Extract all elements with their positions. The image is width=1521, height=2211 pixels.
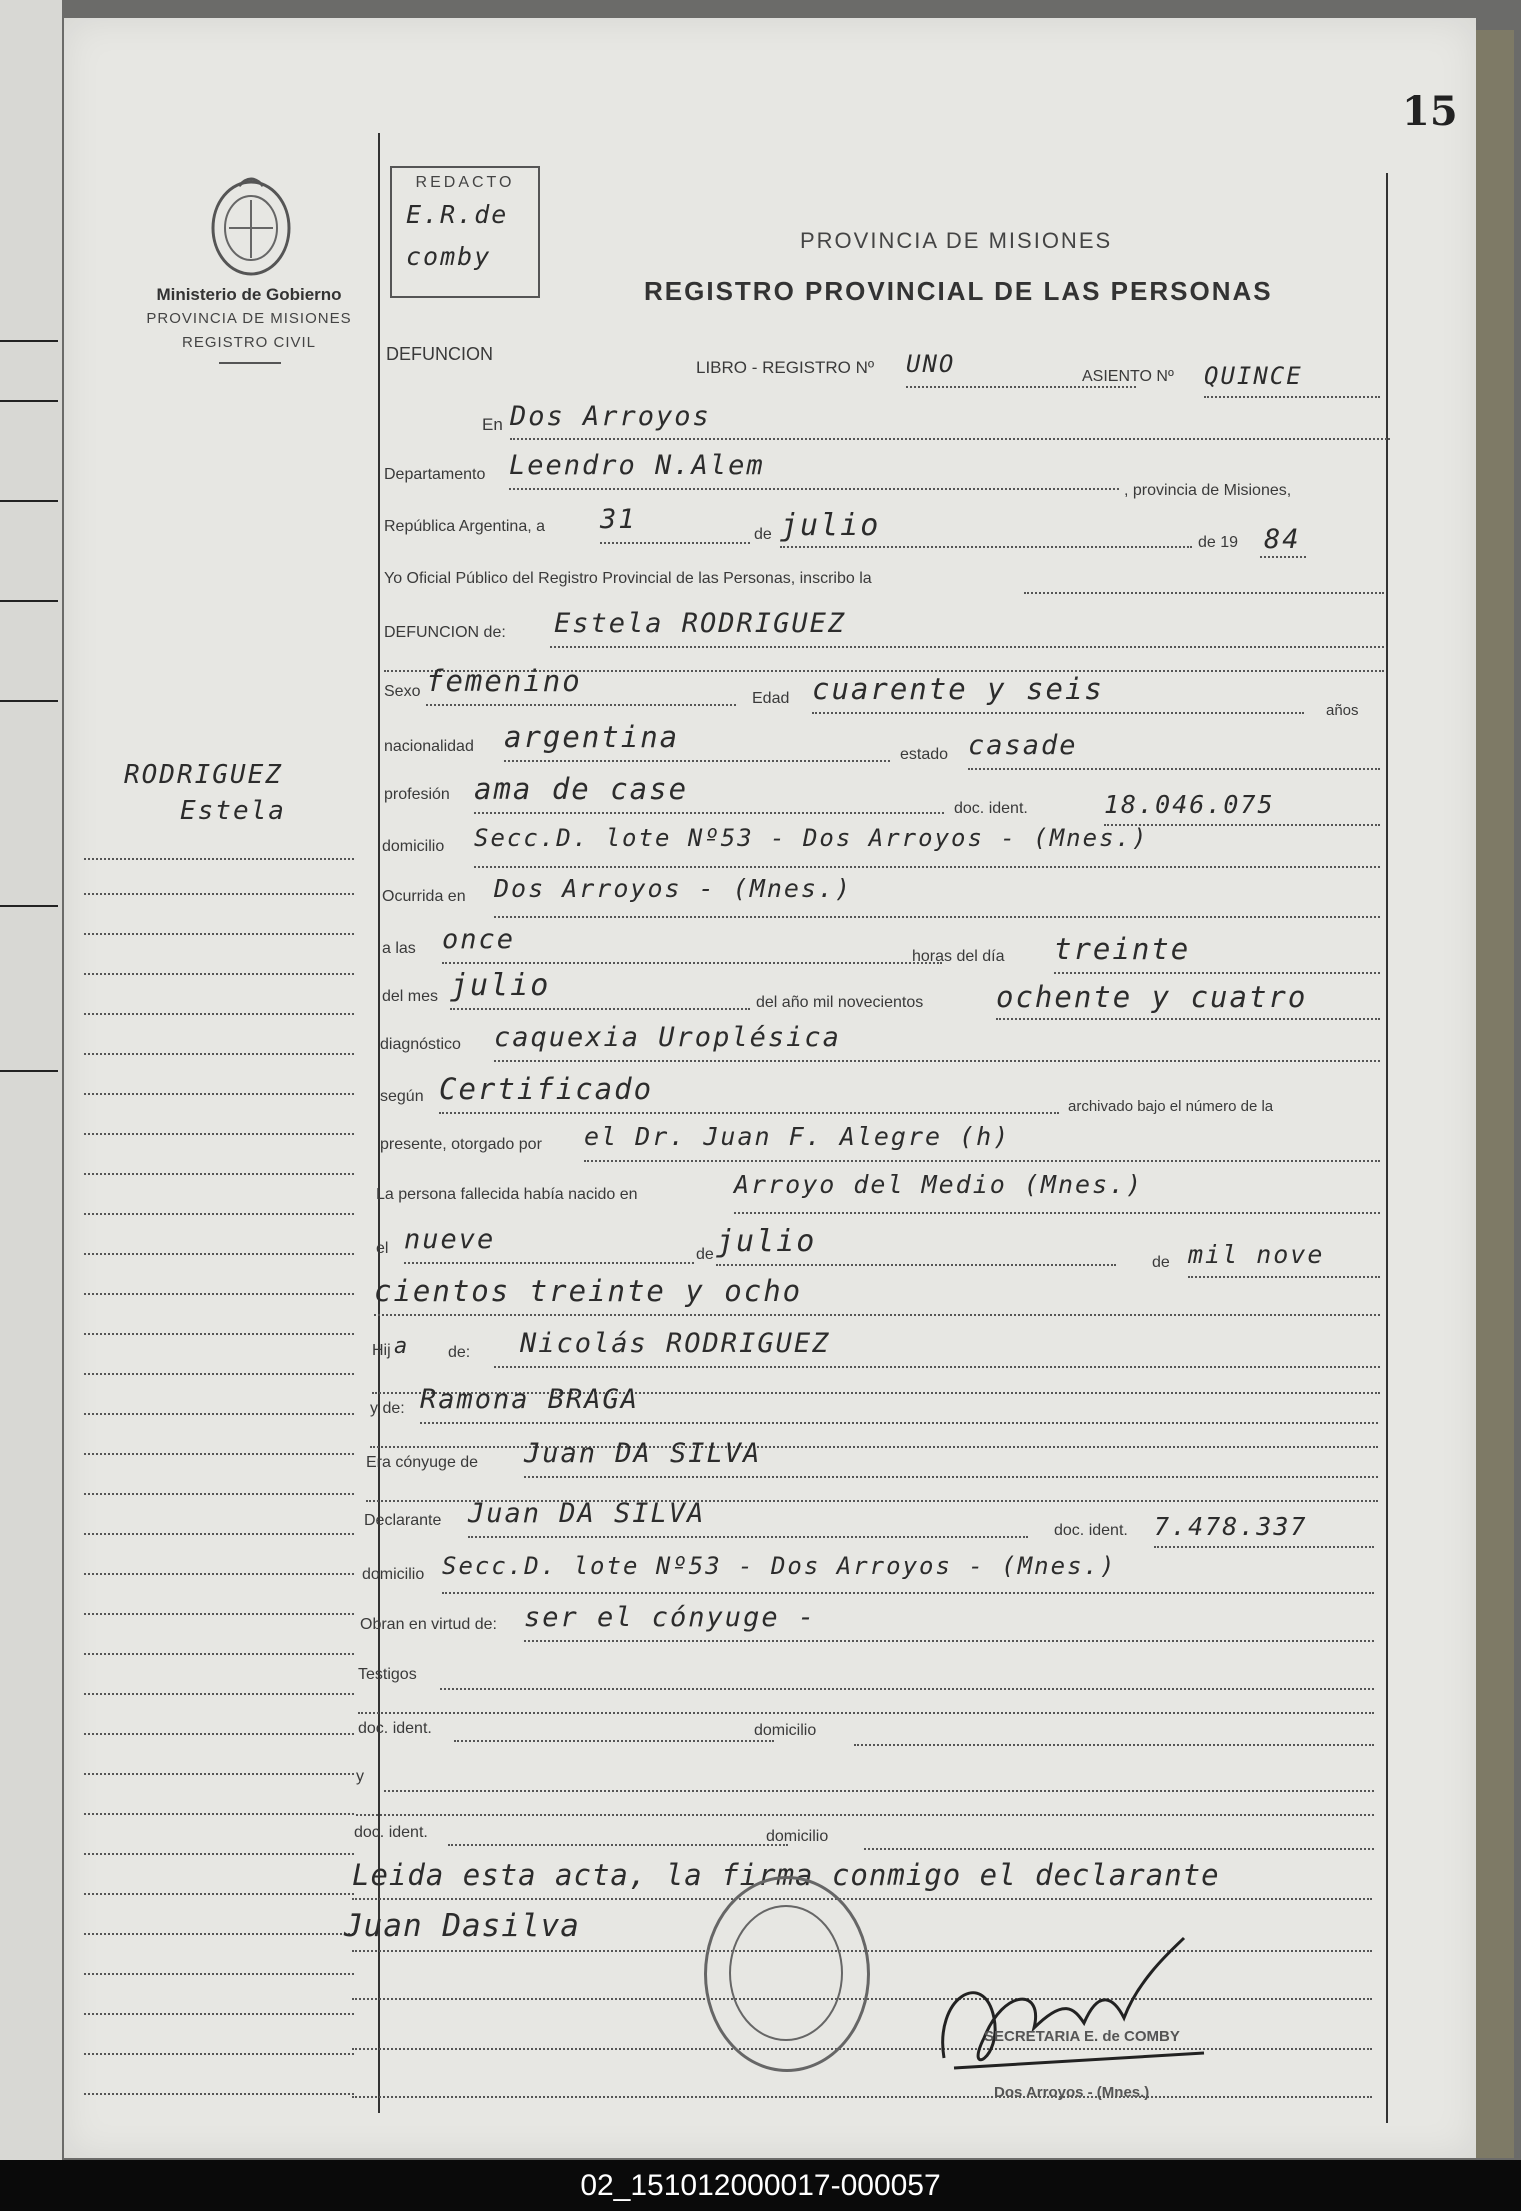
label-archivado: archivado bajo el número de la [1068, 1098, 1274, 1115]
label-diagnostico: diagnóstico [380, 1036, 461, 1053]
label-de2: de [696, 1246, 714, 1263]
value-conyuge: Juan DA SILVA [524, 1438, 762, 1469]
value-diagnostico: caquexia Uroplésica [494, 1022, 841, 1053]
label-ocurrida: Ocurrida en [382, 888, 466, 905]
label-doc-ident: doc. ident. [954, 800, 1028, 817]
value-nac-anio2: cientos treinte y ocho [374, 1274, 803, 1308]
redacto-line2: comby [406, 242, 492, 271]
coat-of-arms-icon [204, 168, 299, 283]
value-profesion: ama de case [474, 772, 689, 806]
value-domicilio: Secc.D. lote Nº53 - Dos Arroyos - (Mnes.) [474, 824, 1149, 852]
ministry-registry: REGISTRO CIVIL [181, 334, 317, 351]
redacto-label: REDACTO [415, 174, 515, 191]
label-doc-ident3: doc. ident. [358, 1720, 432, 1737]
label-sexo: Sexo [384, 683, 421, 700]
label-segun: según [380, 1088, 424, 1105]
label-nacionalidad: nacionalidad [384, 738, 474, 755]
closing-statement: Leida esta acta, la firma conmigo el declarante [352, 1858, 1220, 1892]
label-yo-oficial: Yo Oficial Público del Registro Provincial de las Personas, inscribo la [384, 570, 872, 587]
value-nac-mes: julio [716, 1224, 817, 1259]
label-asiento: ASIENTO Nº [1082, 368, 1174, 385]
value-lugar: Dos Arroyos [510, 401, 711, 432]
label-domicilio: domicilio [382, 838, 445, 855]
label-defuncion-de: DEFUNCION de: [384, 624, 506, 641]
label-de-19: de 19 [1198, 534, 1239, 551]
official-stamp-line3: Dos Arroyos - (Mnes.) [994, 2084, 1150, 2101]
margin-name: Estela [180, 796, 286, 826]
value-nac-anio1: mil nove [1188, 1240, 1325, 1269]
value-edad: cuarente y seis [812, 672, 1104, 706]
label-de-padre: de: [448, 1344, 471, 1361]
label-testigos: Testigos [358, 1666, 417, 1683]
label-republica: República Argentina, a [384, 518, 545, 535]
value-libro: UNO [906, 350, 956, 378]
label-declarante: Declarante [364, 1512, 442, 1529]
label-profesion: profesión [384, 786, 450, 803]
label-provincia: , provincia de Misiones, [1124, 482, 1292, 499]
label-nacido: La persona fallecida había nacido en [376, 1186, 638, 1203]
book-cover-edge [1474, 30, 1514, 2158]
value-dia: 31 [600, 504, 637, 535]
label-libro: LIBRO - REGISTRO Nº [696, 358, 875, 377]
value-nac-dia: nueve [404, 1224, 496, 1255]
value-obran: ser el cónyuge - [524, 1602, 817, 1633]
official-signature-icon [924, 1928, 1234, 2088]
value-departamento: Leendro N.Alem [509, 450, 765, 481]
label-de1: de [754, 526, 772, 543]
label-el: el [376, 1240, 389, 1257]
previous-page-edge [0, 0, 62, 2160]
label-y-de: y de: [370, 1400, 405, 1417]
value-sexo: femenino [426, 664, 582, 698]
label-de3: de [1152, 1254, 1170, 1271]
value-dni: 18.046.075 [1104, 790, 1275, 819]
value-nacido: Arroyo del Medio (Mnes.) [734, 1170, 1144, 1199]
value-estado: casade [968, 730, 1078, 761]
label-edad: Edad [752, 690, 790, 707]
value-otorgado: el Dr. Juan F. Alegre (h) [584, 1122, 1011, 1151]
value-anio-letra: ochente y cuatro [996, 980, 1308, 1014]
label-obran: Obran en virtud de: [360, 1616, 497, 1633]
redacto-line1: E.R.de [406, 200, 509, 229]
value-asiento: QUINCE [1204, 362, 1303, 390]
label-domicilio4: domicilio [766, 1828, 829, 1845]
label-conyuge: Era cónyuge de [366, 1454, 479, 1471]
value-anio: 84 [1264, 524, 1301, 555]
value-mes: julio [780, 508, 881, 543]
value-hora: once [442, 924, 516, 955]
ledger-page [64, 18, 1476, 2158]
ministry-name: Ministerio de Gobierno [156, 285, 342, 304]
margin-surname: RODRIGUEZ [124, 760, 283, 790]
value-segun: Certificado [439, 1072, 654, 1106]
value-padre: Nicolás RODRIGUEZ [520, 1328, 831, 1359]
redacto-stamp [390, 166, 540, 298]
province-heading: PROVINCIA DE MISIONES [800, 228, 1113, 253]
value-dia-letra: treinte [1054, 932, 1191, 966]
value-domicilio-declarante: Secc.D. lote Nº53 - Dos Arroyos - (Mnes.) [442, 1552, 1117, 1580]
registry-heading: REGISTRO PROVINCIAL DE LAS PERSONAS [644, 276, 1273, 306]
act-type: DEFUNCION [386, 344, 493, 364]
label-domicilio2: domicilio [362, 1566, 425, 1583]
official-stamp-line1: SECRETARIA E. de COMBY [984, 2028, 1180, 2045]
registry-seal-icon [704, 1876, 870, 2072]
value-madre: Ramona BRAGA [420, 1384, 640, 1415]
value-nacionalidad: argentina [504, 720, 680, 754]
scan-id-footer: 02_151012000017-000057 [0, 2160, 1521, 2211]
label-estado: estado [900, 746, 949, 763]
right-rule [1386, 173, 1388, 2123]
value-dni-declarante: 7.478.337 [1154, 1512, 1308, 1541]
label-presente: presente, otorgado por [380, 1136, 542, 1153]
value-mes-muerte: julio [450, 968, 551, 1003]
value-declarante: Juan DA SILVA [468, 1498, 706, 1529]
ministry-underline [219, 362, 281, 364]
declarant-signature: Juan Dasilva [344, 1908, 580, 1944]
value-ocurrida: Dos Arroyos - (Mnes.) [494, 874, 853, 903]
label-y: y [356, 1768, 364, 1785]
label-domicilio3: domicilio [754, 1722, 817, 1739]
ministry-province: PROVINCIA DE MISIONES [146, 310, 352, 327]
value-hij-suffix: a [394, 1334, 410, 1359]
page-number: 15 [1402, 88, 1458, 135]
label-horas: horas del día [912, 948, 1005, 965]
label-en: En [482, 415, 503, 434]
label-doc-ident2: doc. ident. [1054, 1522, 1128, 1539]
label-del-mes: del mes [382, 988, 439, 1005]
label-del-ano: del año mil novecientos [756, 994, 924, 1011]
label-anos: años [1326, 702, 1359, 719]
label-departamento: Departamento [384, 466, 486, 483]
label-hij: Hij [372, 1342, 391, 1359]
margin-rule [378, 133, 380, 2113]
label-doc-ident4: doc. ident. [354, 1824, 428, 1841]
label-a-las: a las [382, 940, 416, 957]
value-nombre: Estela RODRIGUEZ [554, 608, 847, 639]
